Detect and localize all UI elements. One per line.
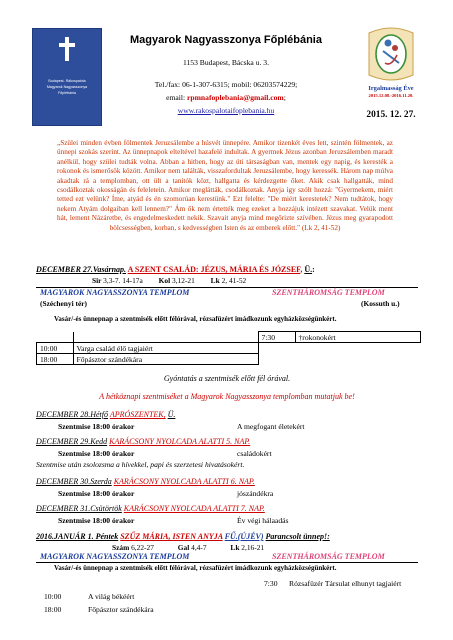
vespers-note: Szentmise után zsolozsma a hívekkel, papi és szerzetesi hivatásokért. bbox=[36, 460, 245, 469]
parish-logo bbox=[32, 28, 102, 126]
mass-intention: családokért bbox=[237, 449, 272, 458]
logo-text-3: Főplébánia bbox=[58, 91, 76, 95]
table-row: 7:30 †rokonokért bbox=[37, 332, 421, 343]
mass-time: Szentmise 18:00 órakor bbox=[58, 422, 135, 431]
mass-intention: jószándékra bbox=[237, 489, 274, 498]
phone: Tel./fax: 06-1-307-6315; mobil: 06203574229; bbox=[154, 80, 298, 89]
logo-text-1: Budapest- Rákospalota bbox=[48, 79, 86, 83]
jubilee-title: Irgalmasság Éve bbox=[368, 85, 414, 92]
confession-note: Gyóntatás a szentmisék előtt fél órával. bbox=[163, 374, 291, 383]
table-row: 18:00 Főpásztor szándékára bbox=[37, 354, 421, 365]
gospel-quote: „Szülei minden évben fölmentek Jeruzsálembe a húsvét ünnepére. Amikor tizenkét éves lett, szintén fölmentek, az ünnepi szokás szerint. Az ünnepnapok elteltével hazafelé indultak. A gyermek Jézus azonban Jeruzsálemben maradt anélkül, hogy szülei tudták volna. Abban a hitben, hogy az úti társaságban van, mentek egy napig, és keresték a rokonok és ismerősök között. Amikor nem találták, visszafordultak Jeruzsálembe, hogy keressék. Három nap múlva akadtak rá a templomban, ott ült a tanítók közt, hallgatta és kérdezgette őket. Akik csak hallgatták, mind csodálkoztak okosságán és feleletein. Amikor meglátták, csodálkoztak. Anyja így szólt hozzá: "Gyermekem, miért tetted ezt velünk? Íme, atyád és én szomorúan kerestünk." Ezt felelte: "De miért kerestetek? Nem tudtátok, hogy nekem Atyám dolgaiban kell lennem?" Ám ők nem értették meg ezeket a hozzájuk intézett szavakat. Velük ment hát, lement Názáretbe, és engedelmeskedett nekik. Szavait anyja mind megőrizte szívében. Jézus meg gyarapodott bölcsességben, korban, s kedvességben Isten és az emberek előtt." (Lk 2, 41-52) bbox=[57, 139, 393, 232]
sunday-feast: A SZENT CSALÁD: JÉZUS, MÁRIA ÉS JÓZSEF bbox=[127, 265, 301, 274]
rosary-note: Vasár/-és ünnepnap a szentmisék előtt félórával, rózsafüzért imádkozunk egyházközségünkért. bbox=[54, 315, 337, 323]
mass-intention: Év végi hálaadás bbox=[237, 516, 289, 525]
mass-time: 18:00 bbox=[44, 605, 62, 614]
jubilee-dates: 2015.12.08.-2016.11.20. bbox=[368, 93, 414, 98]
church-right-place: (Kossuth u.) bbox=[361, 299, 400, 308]
address: 1153 Budapest, Bácska u. 3. bbox=[183, 58, 269, 67]
divider bbox=[36, 562, 418, 563]
mass-time: Szentmise 18:00 órakor bbox=[58, 489, 135, 498]
weekday-heading: DECEMBER 30.Szerda KARÁCSONY NYOLCADA ALATTI 6. NAP. bbox=[36, 477, 255, 486]
sunday-heading: DECEMBER 27.Vasárnap. A SZENT CSALÁD: JÉZUS, MÁRIA ÉS JÓZSEF, Ü.: bbox=[36, 265, 315, 274]
jubilee-logo bbox=[361, 23, 421, 85]
sunday-mass-table bbox=[36, 331, 421, 365]
weekday-heading: DECEMBER 29.Kedd KARÁCSONY NYOLCADA ALATTI 5. NAP. bbox=[36, 437, 251, 446]
mass-time: 10:00 bbox=[44, 592, 62, 601]
mass-time: Szentmise 18:00 órakor bbox=[58, 449, 135, 458]
quote-reference: (Lk 2, 41-52) bbox=[301, 223, 341, 232]
weekday-note: A hétköznapi szentmiséket a Magyarok Nagyasszonya templomban mutatjuk be! bbox=[99, 392, 355, 401]
church-right-name: SZENTHÁROMSÁG TEMPLOM bbox=[272, 288, 385, 297]
mass-time: Szentmise 18:00 órakor bbox=[58, 516, 135, 525]
table-row: 10:00 Varga család élő tagjaiért bbox=[37, 343, 421, 354]
church-left-place: (Széchenyi tér) bbox=[40, 299, 87, 308]
weekday-heading: DECEMBER 31.Csütörtök KARÁCSONY NYOLCADA ALATTI 7. NAP. bbox=[36, 504, 265, 513]
weekday-heading: DECEMBER 28.Hétfő APRÓSZENTEK, Ü. bbox=[36, 410, 176, 419]
email-line: email: rpmnafoplebania@gmail.com; bbox=[166, 93, 286, 102]
rosary-note: Vasár/-és ünnepnap a szentmisék előtt félórával, rózsafüzért imádkozunk egyházközségünkért. bbox=[54, 564, 337, 572]
logo-text-2: Magyarok Nagyasszonya bbox=[46, 85, 88, 89]
mass-intention: A világ békéért bbox=[88, 592, 135, 601]
church-left-name: MAGYAROK NAGYASSZONYA TEMPLOM bbox=[40, 552, 190, 561]
sunday-readings: Sir 3,3-7. 14-17a Kol 3,12-21 Lk 2, 41-52 bbox=[92, 276, 247, 285]
newyear-heading: 2016.JANUÁR 1. Péntek SZŰZ MÁRIA, ISTEN ANYJA FŰ.(ÚJÉV) Parancsolt ünnep!: bbox=[36, 532, 330, 541]
website-link[interactable]: www.rakospalotaifoplebania.hu bbox=[177, 106, 275, 115]
page-title: Magyarok Nagyasszonya Főplébánia bbox=[130, 34, 322, 46]
mass-time: 7:30 bbox=[264, 579, 278, 588]
church-right-name: SZENTHÁROMSÁG TEMPLOM bbox=[272, 552, 385, 561]
mass-intention: Rózsafüzér Társulat elhunyt tagjaiért bbox=[289, 579, 402, 588]
church-left-name: MAGYAROK NAGYASSZONYA TEMPLOM bbox=[40, 288, 190, 297]
email-link[interactable]: rpmnafoplebania@gmail.com bbox=[187, 93, 284, 102]
mass-intention: A megfogant életekért bbox=[237, 422, 305, 431]
website-line bbox=[112, 106, 340, 115]
newyear-readings: Szám 6,22-27 Gal 4,4-7 Lk 2,16-21 bbox=[112, 543, 265, 552]
mass-intention: Főpásztor szándékára bbox=[88, 605, 154, 614]
cross-icon bbox=[59, 37, 75, 61]
issue-date: 2015. 12. 27. bbox=[366, 110, 416, 120]
